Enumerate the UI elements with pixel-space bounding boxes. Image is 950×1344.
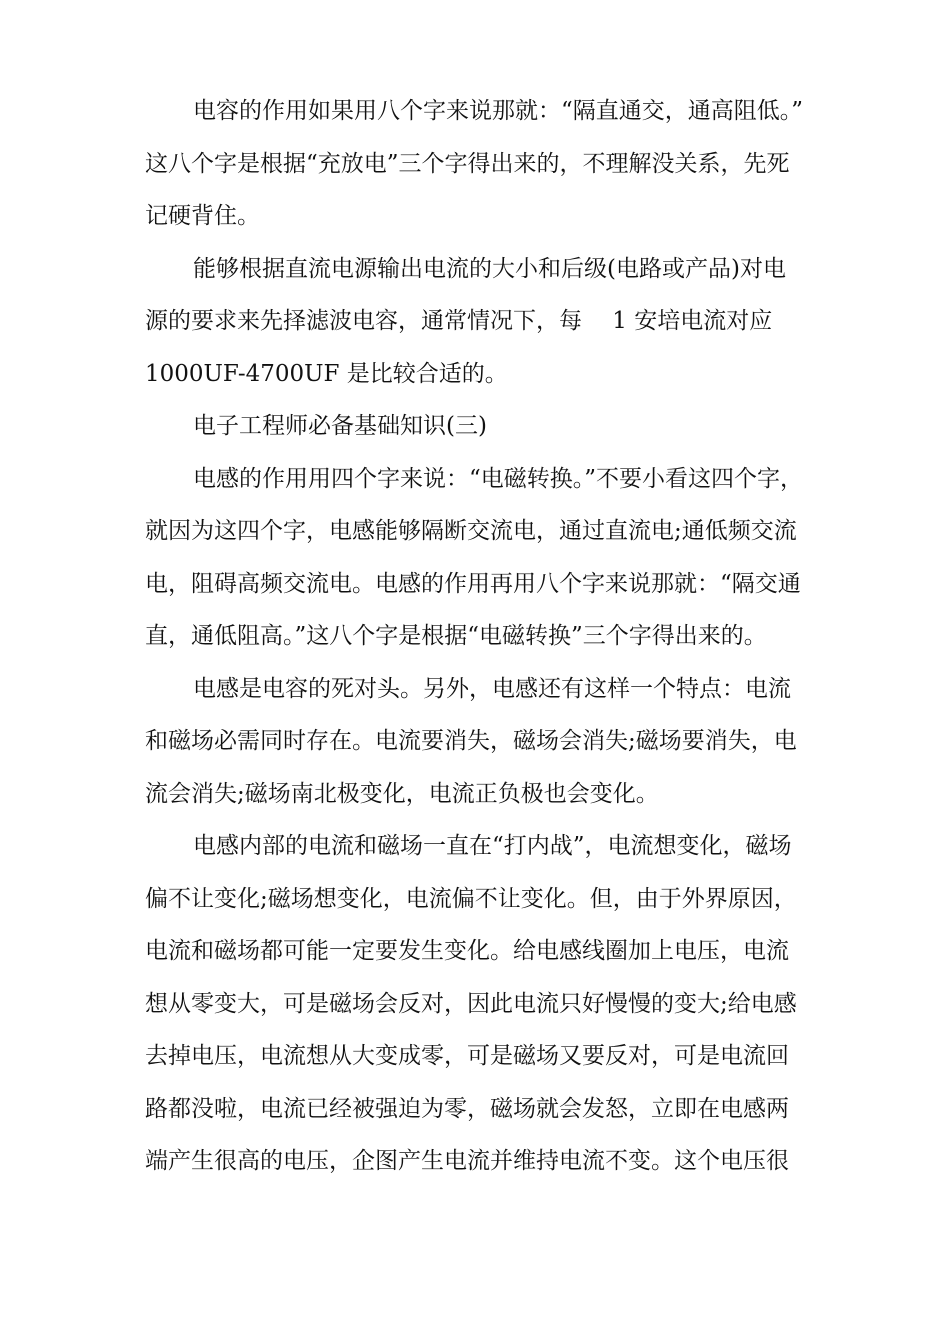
text-line: 电流和磁场都可能一定要发生变化。给电感线圈加上电压，电流 xyxy=(145,938,789,964)
paragraph-inductor-internal xyxy=(145,820,815,1188)
text-line: 电，阻碍高频交流电。电感的作用再用八个字来说那就：“隔交通 xyxy=(145,570,801,597)
section-title: 电子工程师必备基础知识(三) xyxy=(193,413,487,439)
paragraph-filter-capacitor xyxy=(145,243,815,401)
text-line: 路都没啦，电流已经被强迫为零，磁场就会发怒，立即在电感两 xyxy=(145,1095,789,1122)
document-page xyxy=(145,85,815,1188)
text-line: 这八个字是根据“充放电”三个字得出来的，不理解没关系，先死 xyxy=(145,150,790,177)
text-line: 去掉电压，电流想从大变成零，可是磁场又要反对，可是电流回 xyxy=(145,1043,789,1069)
paragraph-inductor-function xyxy=(145,453,815,663)
text-line: 端产生很高的电压，企图产生电流并维持电流不变。这个电压很 xyxy=(145,1148,789,1174)
text-line: 电感内部的电流和磁场一直在“打内战”，电流想变化，磁场 xyxy=(193,833,792,859)
text-line: 源的要求来先择滤波电容，通常情况下，每 1 安培电流对应 xyxy=(145,308,773,334)
text-line: 电容的作用如果用八个字来说那就：“隔直通交，通高阻低。” xyxy=(193,98,804,124)
text-line: 1000UF-4700UF 是比较合适的。 xyxy=(145,360,508,387)
text-line: 偏不让变化;磁场想变化，电流偏不让变化。但，由于外界原因， xyxy=(145,885,797,912)
text-line: 和磁场必需同时存在。电流要消失，磁场会消失;磁场要消失，电 xyxy=(145,728,797,754)
text-line: 直，通低阻高。”这八个字是根据“电磁转换”三个字得出来的。 xyxy=(145,623,767,649)
text-line: 流会消失;磁场南北极变化，电流正负极也会变化。 xyxy=(145,780,659,807)
section-heading xyxy=(145,400,815,453)
text-line: 记硬背住。 xyxy=(145,203,260,229)
paragraph-inductor-feature xyxy=(145,663,815,821)
paragraph-capacitor-function xyxy=(145,85,815,243)
text-line: 电感的作用用四个字来说：“电磁转换。”不要小看这四个字， xyxy=(193,465,804,492)
text-line: 就因为这四个字，电感能够隔断交流电，通过直流电;通低频交流 xyxy=(145,518,797,544)
text-line: 电感是电容的死对头。另外，电感还有这样一个特点：电流 xyxy=(193,675,791,702)
text-line: 想从零变大，可是磁场会反对，因此电流只好慢慢的变大;给电感 xyxy=(145,990,797,1017)
text-line: 能够根据直流电源输出电流的大小和后级(电路或产品)对电 xyxy=(193,255,786,282)
